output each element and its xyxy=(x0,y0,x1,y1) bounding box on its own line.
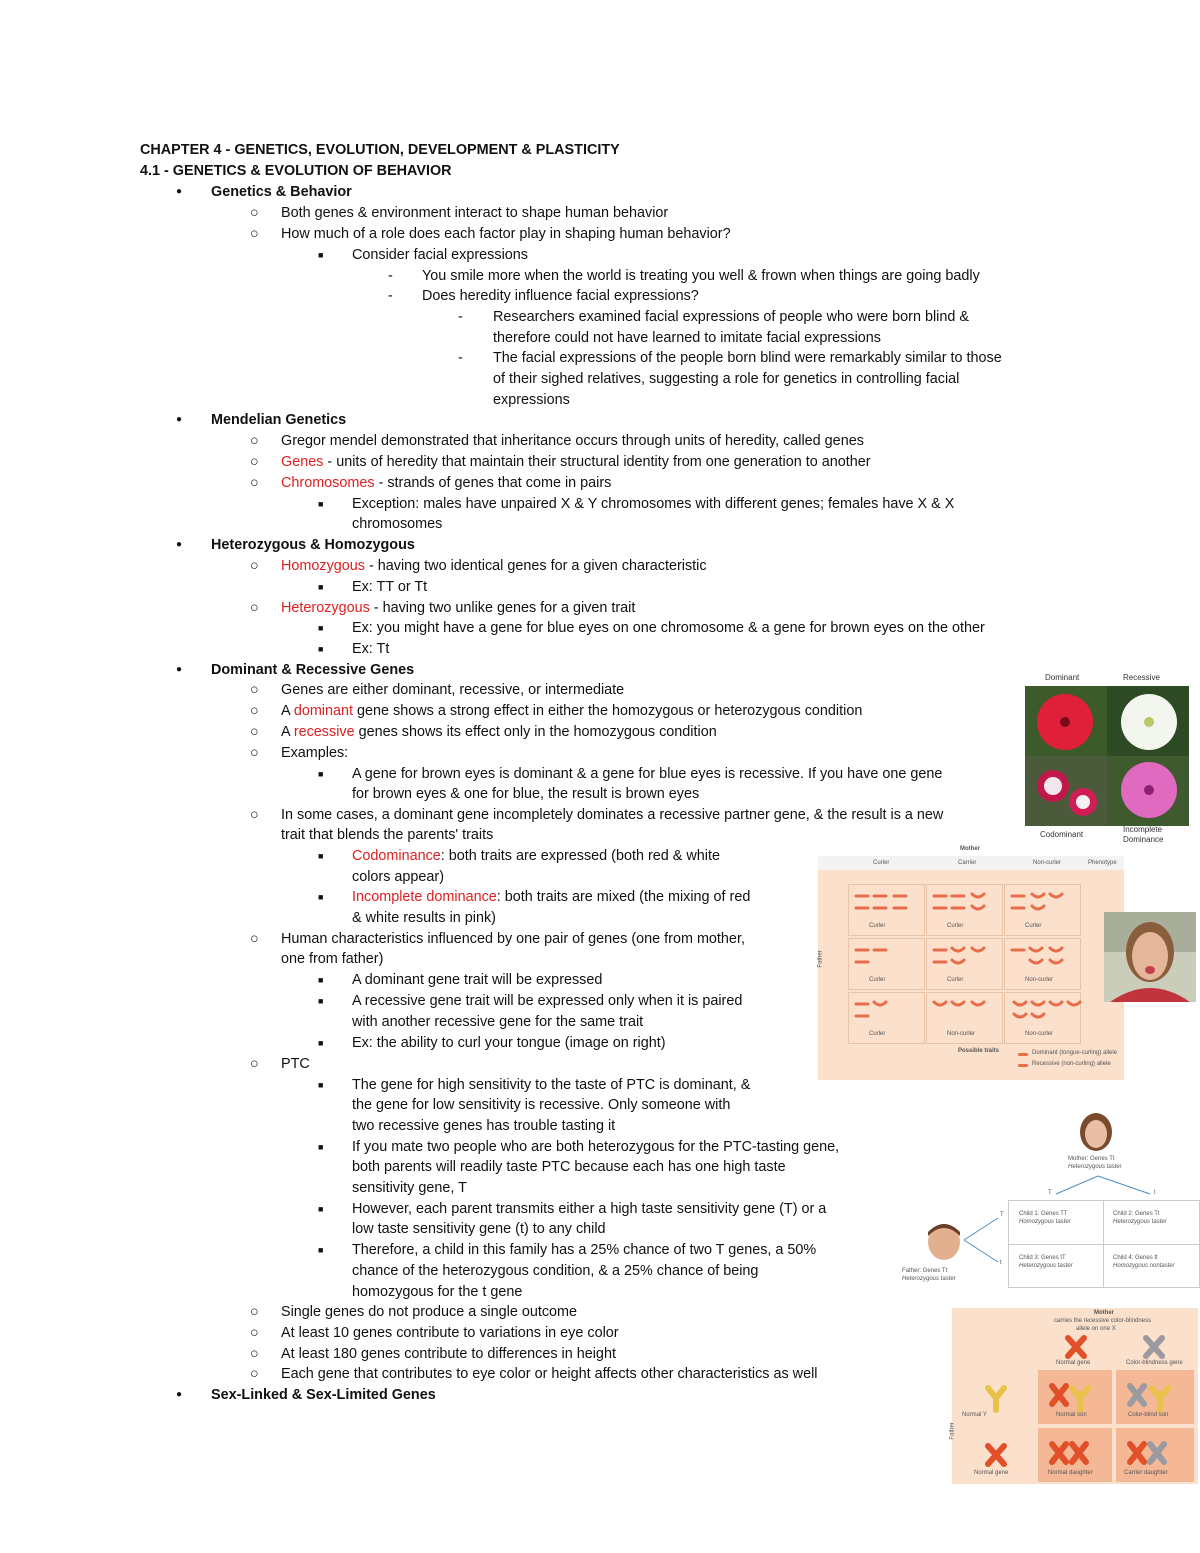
flower-caption-dominance: Dominance xyxy=(1123,835,1164,844)
note-line: low taste sensitivity gene (t) to any child xyxy=(352,1221,606,1237)
note-line: chance of the heterozygous condition, & a 25% chance of being xyxy=(352,1263,759,1279)
father-phenotype: Heterozygous taster xyxy=(902,1276,956,1282)
definition-text: : both traits are expressed (both red & white xyxy=(440,848,720,864)
note-line: of their sighed relatives, suggesting a role for genetics in controlling facial xyxy=(493,371,960,387)
term: Codominance xyxy=(352,848,441,864)
mother-allele-colorblind: Color-blindness gene xyxy=(1126,1360,1183,1366)
punnett-cell-label: Non-curler xyxy=(947,1031,976,1037)
square-bullet: ■ xyxy=(318,1204,324,1214)
note-line: trait that blends the parents' traits xyxy=(281,827,494,843)
grid-divider xyxy=(1009,1244,1199,1245)
topic-heading: Genetics & Behavior xyxy=(211,184,352,200)
bullet-marker: ● xyxy=(176,414,183,425)
hollow-bullet: ○ xyxy=(250,433,259,449)
punnett-cell-label: Non-curler xyxy=(1025,1031,1054,1037)
sexlinked-side-label: Father xyxy=(949,1422,956,1440)
hollow-bullet: ○ xyxy=(250,724,259,740)
mother-phenotype: Heterozygous taster xyxy=(1068,1164,1122,1170)
note-line: Each gene that contributes to eye color or height affects other characteristics as well xyxy=(281,1366,818,1382)
note-line: Gregor mendel demonstrated that inheritance occurs through units of heredity, called genes xyxy=(281,433,864,449)
note-line: You smile more when the world is treating you well & frown when things are going badly xyxy=(422,268,980,284)
allele-label-t: t xyxy=(1000,1260,1002,1266)
punnett-cell-label: Curler xyxy=(947,923,964,929)
allele-marks xyxy=(818,846,1124,1080)
offspring-carrier-daughter: Carrier daughter xyxy=(1124,1470,1168,1476)
note-line: If you mate two people who are both heterozygous for the PTC-tasting gene, xyxy=(352,1139,840,1155)
note-line: Ex: the ability to curl your tongue (image on right) xyxy=(352,1035,666,1051)
topic-heading: Mendelian Genetics xyxy=(211,412,347,428)
square-bullet: ■ xyxy=(318,623,324,633)
note-line: Both genes & environment interact to shape human behavior xyxy=(281,205,669,221)
flower-caption-dominant: Dominant xyxy=(1045,673,1080,682)
note-line: A gene for brown eyes is dominant & a gene for blue eyes is recessive. If you have one gene xyxy=(352,766,943,782)
child-1-phenotype: Homozygous taster xyxy=(1019,1219,1071,1225)
dash-bullet: - xyxy=(388,268,393,284)
allele-label-t: t xyxy=(1154,1190,1156,1196)
child-3-phenotype: Heterozygous taster xyxy=(1019,1263,1073,1269)
child-4-phenotype: Homozygous nontaster xyxy=(1113,1263,1175,1269)
ptc-inheritance-figure xyxy=(898,1110,1200,1290)
square-bullet: ■ xyxy=(318,975,324,985)
term: Homozygous xyxy=(281,558,365,574)
hollow-bullet: ○ xyxy=(250,1346,259,1362)
sexlinked-subtitle: allele on one X xyxy=(1076,1326,1116,1332)
term: Incomplete dominance xyxy=(352,889,497,905)
topic-heading: Sex-Linked & Sex-Limited Genes xyxy=(211,1387,436,1403)
definition-text: genes shows its effect only in the homozygous condition xyxy=(354,724,717,740)
bullet-marker: ● xyxy=(176,1389,183,1400)
definition-line xyxy=(281,556,707,576)
child-2-phenotype: Heterozygous taster xyxy=(1113,1219,1167,1225)
note-line: At least 180 genes contribute to differences in height xyxy=(281,1346,616,1362)
bullet-marker: ● xyxy=(176,539,183,550)
hollow-bullet: ○ xyxy=(250,1056,259,1072)
punnett-col-header: Curler xyxy=(873,860,890,866)
flower-caption-incomplete: Incomplete xyxy=(1123,825,1163,834)
punnett-col-header: Carrier xyxy=(958,860,977,866)
note-line: PTC xyxy=(281,1056,310,1072)
hollow-bullet: ○ xyxy=(250,475,259,491)
child-3-genotype: Child 3: Genes tT xyxy=(1019,1255,1066,1261)
flower-caption-codominant: Codominant xyxy=(1040,830,1084,839)
square-bullet: ■ xyxy=(318,250,324,260)
offspring-normal-son: Normal son xyxy=(1056,1412,1087,1418)
hollow-bullet: ○ xyxy=(250,931,259,947)
note-line: Exception: males have unpaired X & Y chromosomes with different genes; females have X & X xyxy=(352,496,955,512)
topic-heading: Dominant & Recessive Genes xyxy=(211,662,415,678)
allele-label-T: T xyxy=(1000,1212,1004,1218)
note-line: with another recessive gene for the same trait xyxy=(352,1014,644,1030)
punnett-cell-label: Curler xyxy=(1025,923,1042,929)
square-bullet: ■ xyxy=(318,1080,324,1090)
chromosome-marks xyxy=(949,1308,1198,1484)
note-line: therefore could not have learned to imitate facial expressions xyxy=(493,330,881,346)
note-line: expressions xyxy=(493,392,570,408)
hollow-bullet: ○ xyxy=(250,703,259,719)
legend-recessive-swatch xyxy=(1018,1064,1028,1067)
sexlinked-title: Mother xyxy=(1094,1310,1114,1316)
punnett-top-label: Mother xyxy=(960,846,980,852)
definition-line xyxy=(281,701,862,721)
term: Genes xyxy=(281,454,324,470)
punnett-col-header: Non-curler xyxy=(1033,860,1062,866)
note-line: Researchers examined facial expressions of people who were born blind & xyxy=(493,309,969,325)
offspring-normal-daughter: Normal daughter xyxy=(1048,1470,1093,1476)
term: recessive xyxy=(293,724,355,740)
definition-text: - having two identical genes for a given characteristic xyxy=(364,558,707,574)
legend-dominant-swatch xyxy=(1018,1053,1028,1056)
definition-line xyxy=(281,722,717,742)
legend-recessive: Recessive (non-curling) allele xyxy=(1032,1061,1111,1067)
offspring-colorblind-son: Color-blind son xyxy=(1128,1412,1169,1418)
hollow-bullet: ○ xyxy=(250,807,259,823)
definition-text: gene shows a strong effect in either the homozygous or heterozygous condition xyxy=(353,703,863,719)
topic-heading: Heterozygous & Homozygous xyxy=(211,537,415,553)
tongue-curling-punnett-figure xyxy=(818,846,1124,1080)
child-1-genotype: Child 1: Genes TT xyxy=(1019,1211,1068,1217)
flower-dominance-figure xyxy=(1020,668,1192,850)
note-line: Therefore, a child in this family has a 25% chance of two T genes, a 50% xyxy=(352,1242,817,1258)
sexlinked-subtitle: carries the recessive color-blindness xyxy=(1054,1318,1152,1324)
punnett-cell-label: Curler xyxy=(869,1031,886,1037)
definition-line xyxy=(281,598,635,618)
note-line: A recessive gene trait will be expressed only when it is paired xyxy=(352,993,743,1009)
allele-label-T: T xyxy=(1048,1190,1052,1196)
note-line: The gene for high sensitivity to the taste of PTC is dominant, & xyxy=(352,1077,751,1093)
square-bullet: ■ xyxy=(318,892,324,902)
definition-line xyxy=(352,846,720,866)
hollow-bullet: ○ xyxy=(250,1366,259,1382)
definition-line xyxy=(281,452,871,472)
tongue-curling-photo xyxy=(1104,912,1196,1002)
note-line: two recessive genes has trouble tasting it xyxy=(352,1118,616,1134)
square-bullet: ■ xyxy=(318,644,324,654)
note-line: Single genes do not produce a single outcome xyxy=(281,1304,578,1320)
child-2-genotype: Child 2: Genes Tt xyxy=(1113,1211,1160,1217)
definition-text: - strands of genes that come in pairs xyxy=(374,475,612,491)
note-line: Genes are either dominant, recessive, or intermediate xyxy=(281,682,625,698)
flower-photos xyxy=(1025,686,1189,826)
note-line: A dominant gene trait will be expressed xyxy=(352,972,603,988)
square-bullet: ■ xyxy=(318,1038,324,1048)
square-bullet: ■ xyxy=(318,1142,324,1152)
note-line: one from father) xyxy=(281,951,384,967)
definition-text: : both traits are mixed (the mixing of red xyxy=(496,889,751,905)
note-line: for brown eyes & one for blue, the result is brown eyes xyxy=(352,786,700,802)
father-allele-normal: Normal gene xyxy=(974,1470,1009,1476)
square-bullet: ■ xyxy=(318,1245,324,1255)
note-line: How much of a role does each factor play in shaping human behavior? xyxy=(281,226,731,242)
note-line: Consider facial expressions xyxy=(352,247,528,263)
note-line: However, each parent transmits either a high taste sensitivity gene (T) or a xyxy=(352,1201,827,1217)
note-line: homozygous for the t gene xyxy=(352,1284,523,1300)
father-allele-y: Normal Y xyxy=(962,1412,987,1418)
prefix-text: A xyxy=(281,724,294,740)
hollow-bullet: ○ xyxy=(250,745,259,761)
note-line: Ex: Tt xyxy=(352,641,390,657)
section-title: 4.1 - GENETICS & EVOLUTION OF BEHAVIOR xyxy=(140,163,452,179)
bullet-marker: ● xyxy=(176,664,183,675)
hollow-bullet: ○ xyxy=(250,682,259,698)
note-line: The facial expressions of the people born blind were remarkably similar to those xyxy=(493,350,1002,366)
definition-text: - having two unlike genes for a given trait xyxy=(369,600,636,616)
hollow-bullet: ○ xyxy=(250,600,259,616)
dash-bullet: - xyxy=(458,309,463,325)
note-line: the gene for low sensitivity is recessive. Only someone with xyxy=(352,1097,731,1113)
note-line: Examples: xyxy=(281,745,349,761)
child-4-genotype: Child 4: Genes tt xyxy=(1113,1255,1158,1261)
dash-bullet: - xyxy=(458,350,463,366)
square-bullet: ■ xyxy=(318,996,324,1006)
punnett-cell-label: Curler xyxy=(947,977,964,983)
legend-dominant: Dominant (tongue-curling) allele xyxy=(1032,1050,1118,1056)
hollow-bullet: ○ xyxy=(250,558,259,574)
punnett-bottom-label: Possible traits xyxy=(958,1048,1000,1054)
note-line: both parents will readily taste PTC because each has one high taste xyxy=(352,1159,786,1175)
hollow-bullet: ○ xyxy=(250,454,259,470)
mother-genotype: Mother: Genes Tt xyxy=(1068,1156,1115,1162)
note-line: Human characteristics influenced by one pair of genes (one from mother, xyxy=(281,931,745,947)
term: dominant xyxy=(293,703,354,719)
punnett-cell-label: Curler xyxy=(869,923,886,929)
term: Chromosomes xyxy=(281,475,375,491)
sex-linked-figure xyxy=(949,1308,1198,1484)
note-line: Does heredity influence facial expressions? xyxy=(422,288,699,304)
hollow-bullet: ○ xyxy=(250,205,259,221)
father-photo xyxy=(924,1220,964,1264)
chapter-title: CHAPTER 4 - GENETICS, EVOLUTION, DEVELOPMENT & PLASTICITY xyxy=(140,142,620,158)
note-line: sensitivity gene, T xyxy=(352,1180,467,1196)
note-line: Ex: you might have a gene for blue eyes on one chromosome & a gene for brown eyes on the other xyxy=(352,620,985,636)
definition-line xyxy=(281,473,611,493)
punnett-col-header: Phenotype xyxy=(1088,860,1117,866)
hollow-bullet: ○ xyxy=(250,1304,259,1320)
dash-bullet: - xyxy=(388,288,393,304)
father-genotype: Father: Genes Tt xyxy=(902,1268,948,1274)
hollow-bullet: ○ xyxy=(250,226,259,242)
punnett-side-label: Father xyxy=(817,950,824,968)
note-line: At least 10 genes contribute to variations in eye color xyxy=(281,1325,619,1341)
mother-allele-normal: Normal gene xyxy=(1056,1360,1091,1366)
flower-caption-recessive: Recessive xyxy=(1123,673,1160,682)
definition-text: - units of heredity that maintain their structural identity from one generation to another xyxy=(323,454,871,470)
ptc-grid xyxy=(1008,1200,1200,1288)
square-bullet: ■ xyxy=(318,499,324,509)
punnett-cell-label: Non-curler xyxy=(1025,977,1054,983)
square-bullet: ■ xyxy=(318,851,324,861)
note-line: chromosomes xyxy=(352,516,443,532)
square-bullet: ■ xyxy=(318,769,324,779)
punnett-cell-label: Curler xyxy=(869,977,886,983)
bullet-marker: ● xyxy=(176,186,183,197)
note-line: colors appear) xyxy=(352,869,444,885)
note-line: Ex: TT or Tt xyxy=(352,579,428,595)
note-line: & white results in pink) xyxy=(352,910,496,926)
prefix-text: A xyxy=(281,703,294,719)
note-line: In some cases, a dominant gene incompletely dominates a recessive partner gene, & the result is a new xyxy=(281,807,944,823)
square-bullet: ■ xyxy=(318,582,324,592)
term: Heterozygous xyxy=(281,600,370,616)
definition-line xyxy=(352,887,750,907)
hollow-bullet: ○ xyxy=(250,1325,259,1341)
